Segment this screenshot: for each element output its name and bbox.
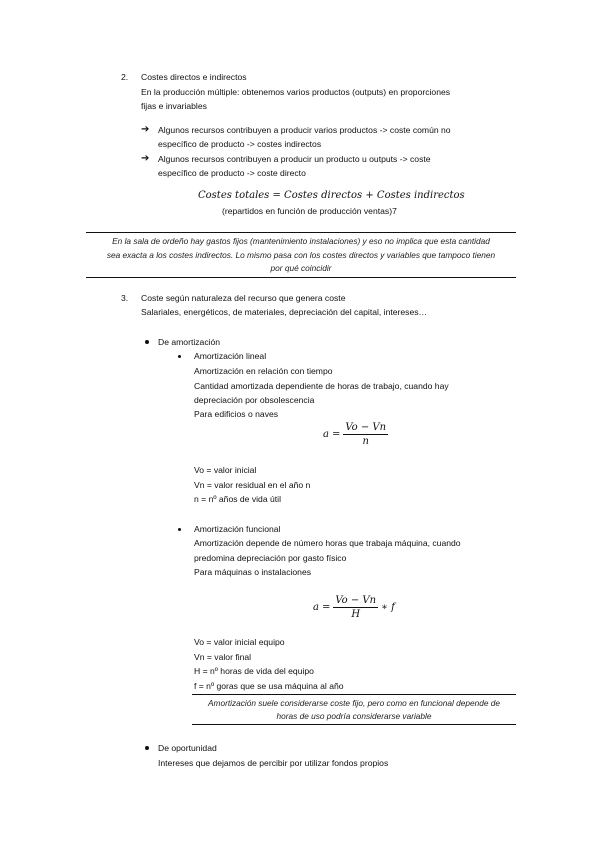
total-cost-formula-note: (repartidos en función de producción ventas)7 — [222, 206, 397, 216]
amortizacion-title: De amortización — [158, 337, 221, 347]
bullet-icon — [145, 746, 149, 750]
lineal-var-3: n = nº años de vida útil — [194, 494, 281, 504]
arrow-item-1-line2: específico de producto -> costes indirectos — [158, 139, 322, 149]
lineal-line-2: Cantidad amortizada dependiente de horas de trabajo, cuando hay — [194, 381, 449, 391]
note-2-line1: Amortización suele considerarse coste fijo, pero como en funcional depende de — [208, 698, 500, 708]
lineal-formula-lhs: a — [323, 429, 329, 440]
lineal-title: Amortización lineal — [194, 351, 267, 361]
funcional-formula: a = $\frac{Vo - Vn}{H}$ ∗ f — [313, 595, 395, 620]
arrow-right-icon: ➔ — [141, 124, 150, 135]
lineal-formula: a = $\frac{Vo - Vn}{n}$ — [323, 422, 387, 447]
lineal-line-1: Amortización en relación con tiempo — [194, 366, 333, 376]
lineal-var-1: Vo = valor inicial — [194, 465, 257, 475]
lineal-formula-numerator: Vo − Vn — [345, 422, 387, 433]
lineal-var-2: Vn = valor residual en el año n — [194, 480, 311, 490]
lineal-formula-denominator: n — [362, 436, 369, 447]
section-2-intro-line1: En la producción múltiple: obtenemos varios productos (outputs) en proporciones — [141, 87, 451, 97]
funcional-formula-denominator: H — [351, 609, 361, 620]
note-1-line3: por qué coincidir — [270, 263, 332, 273]
funcional-line-1: Amortización depende de número horas que trabaja máquina, cuando — [194, 538, 461, 548]
note-1-line2: sea exacta a los costes indirectos. Lo mismo pasa con los costes directos y variables que tampoco tienen — [106, 250, 496, 260]
section-2-number: 2. — [121, 72, 129, 82]
funcional-var-3: H = nº horas de vida del equipo — [194, 666, 314, 676]
funcional-var-2: Vn = valor final — [194, 652, 252, 662]
sub-bullet-icon — [178, 528, 181, 531]
lineal-line-4: Para edificios o naves — [194, 409, 279, 419]
sub-bullet-icon — [178, 355, 181, 358]
arrow-item-1-line1: Algunos recursos contribuyen a producir varios productos -> coste común no — [158, 125, 451, 135]
bullet-icon — [145, 340, 149, 344]
note-2-bottom-rule — [192, 724, 516, 725]
funcional-var-1: Vo = valor inicial equipo — [194, 637, 285, 647]
section-2-heading: Costes directos e indirectos — [141, 72, 247, 82]
funcional-formula-lhs: a — [313, 602, 319, 613]
arrow-item-2-line1: Algunos recursos contribuyen a producir un producto u outputs -> coste — [158, 154, 431, 164]
note-2-line2: horas de uso podría considerarse variable — [276, 711, 432, 721]
note-1-line1: En la sala de ordeño hay gastos fijos (mantenimiento instalaciones) y eso no implica que esta cantidad — [112, 236, 490, 246]
note-1-top-rule — [86, 232, 516, 233]
note-2-top-rule — [192, 694, 516, 695]
funcional-var-4: f = nº goras que se usa máquina al año — [194, 681, 344, 691]
lineal-line-3: depreciación por obsolescencia — [194, 395, 315, 405]
section-3-number: 3. — [121, 293, 129, 303]
note-1-bottom-rule — [86, 277, 516, 278]
funcional-line-2: predomina depreciación por gasto físico — [194, 553, 347, 563]
oportunidad-title: De oportunidad — [158, 743, 217, 753]
arrow-item-2-line2: específico de producto -> coste directo — [158, 168, 306, 178]
oportunidad-line: Intereses que dejamos de percibir por utilizar fondos propios — [158, 758, 389, 768]
section-3-intro: Salariales, energéticos, de materiales, depreciación del capital, intereses… — [141, 307, 428, 317]
funcional-formula-tail: ∗ f — [381, 602, 395, 613]
section-3-heading: Coste según naturaleza del recurso que genera coste — [141, 293, 346, 303]
total-cost-formula: Costes totales = Costes directos + Costes indirectos — [198, 190, 465, 201]
section-2-intro-line2: fijas e invariables — [141, 101, 207, 111]
funcional-formula-numerator: Vo − Vn — [335, 595, 377, 606]
funcional-line-3: Para máquinas o instalaciones — [194, 567, 312, 577]
arrow-right-icon: ➔ — [141, 153, 150, 164]
funcional-title: Amortización funcional — [194, 524, 281, 534]
